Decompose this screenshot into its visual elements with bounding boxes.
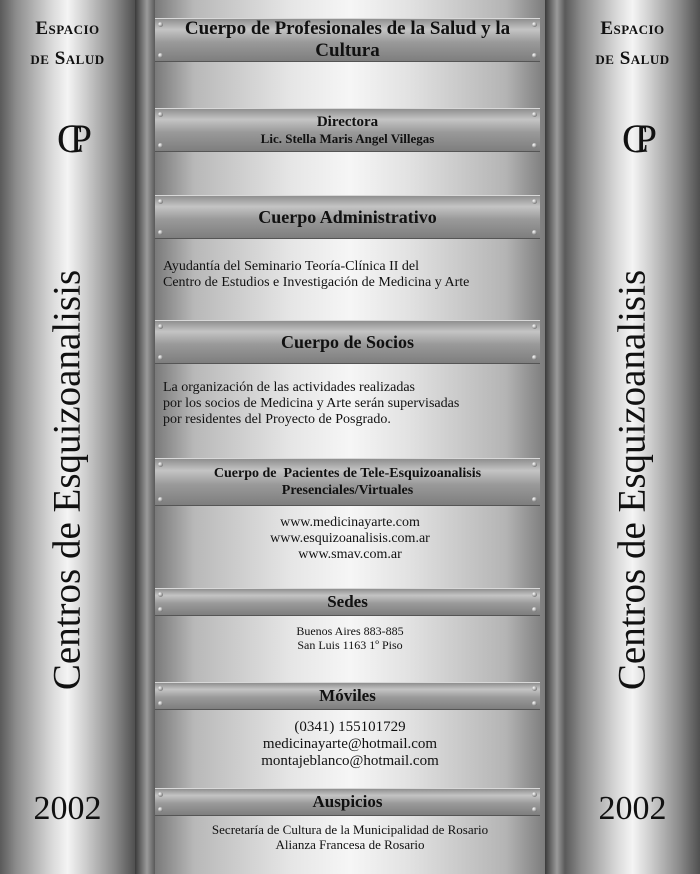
- text-line: La organización de las actividades realizadas: [163, 380, 416, 395]
- moviles-heading: Móviles: [319, 686, 376, 705]
- sponsor-line: Alianza Francesa de Rosario: [275, 837, 425, 852]
- divider-right: [545, 0, 565, 874]
- brand-line-1: Espacio: [600, 18, 665, 39]
- phone-number: (0341) 155101729: [294, 719, 406, 735]
- brand-line-1: Espacio: [35, 18, 100, 39]
- website-links: [155, 515, 545, 563]
- administrativo-heading: Cuerpo Administrativo: [258, 206, 437, 227]
- directora-plate: [155, 108, 540, 152]
- brand-line-2: de Salud: [30, 48, 105, 69]
- right-column: [565, 0, 700, 874]
- page-title: Cuerpo de Profesionales de la Salud y la Cultura: [184, 18, 511, 61]
- year-label: 2002: [33, 790, 102, 827]
- header-plate: [155, 18, 540, 62]
- address-line: San Luis 1163 1º Piso: [297, 638, 403, 652]
- moviles-text: [155, 719, 545, 770]
- text-line: por residentes del Proyecto de Posgrado.: [163, 412, 391, 427]
- auspicios-text: [155, 822, 545, 852]
- administrativo-text: [155, 259, 545, 291]
- socios-text: [155, 380, 545, 428]
- text-line: Centro de Estudios e Investigación de Medicina y Arte: [163, 275, 470, 290]
- directora-name: Lic. Stella Maris Angel Villegas: [260, 131, 435, 146]
- directora-label: Directora: [316, 114, 379, 130]
- sedes-text: [155, 624, 545, 652]
- brand-title: [0, 14, 135, 74]
- socios-heading: Cuerpo de Socios: [280, 331, 414, 352]
- email-address[interactable]: montajeblanco@hotmail.com: [261, 753, 439, 769]
- cp-monogram: CP: [622, 116, 643, 161]
- socios-plate: [155, 320, 540, 364]
- cp-monogram: CP: [57, 116, 78, 161]
- brand-title: [565, 14, 700, 74]
- sedes-heading: Sedes: [327, 592, 368, 611]
- moviles-plate: [155, 682, 540, 710]
- auspicios-plate: [155, 788, 540, 816]
- brand-line-2: de Salud: [595, 48, 670, 69]
- sponsor-line: Secretaría de Cultura de la Municipalidad de Rosario: [211, 822, 489, 837]
- vertical-title: Centros de Esquizoanalisis: [610, 269, 654, 691]
- email-address[interactable]: medicinayarte@hotmail.com: [262, 736, 438, 752]
- pacientes-heading: Cuerpo de Pacientes de Tele-Esquizoanalisis: [213, 466, 482, 481]
- divider-left: [135, 0, 155, 874]
- text-line: por los socios de Medicina y Arte serán supervisadas: [163, 396, 460, 411]
- text-line: Ayudantía del Seminario Teoría-Clínica II del: [163, 259, 420, 274]
- sedes-plate: [155, 588, 540, 616]
- website-link[interactable]: www.esquizoanalisis.com.ar: [270, 531, 430, 546]
- website-link[interactable]: www.medicinayarte.com: [280, 515, 420, 530]
- administrativo-plate: [155, 195, 540, 239]
- pacientes-subheading: Presenciales/Virtuales: [281, 483, 414, 498]
- address-line: Buenos Aires 883-885: [296, 624, 404, 638]
- left-column: [0, 0, 135, 874]
- vertical-title: Centros de Esquizoanalisis: [45, 269, 89, 691]
- auspicios-heading: Auspicios: [312, 792, 383, 811]
- website-link[interactable]: www.smav.com.ar: [298, 547, 402, 562]
- year-label: 2002: [598, 790, 667, 827]
- pacientes-plate: [155, 458, 540, 506]
